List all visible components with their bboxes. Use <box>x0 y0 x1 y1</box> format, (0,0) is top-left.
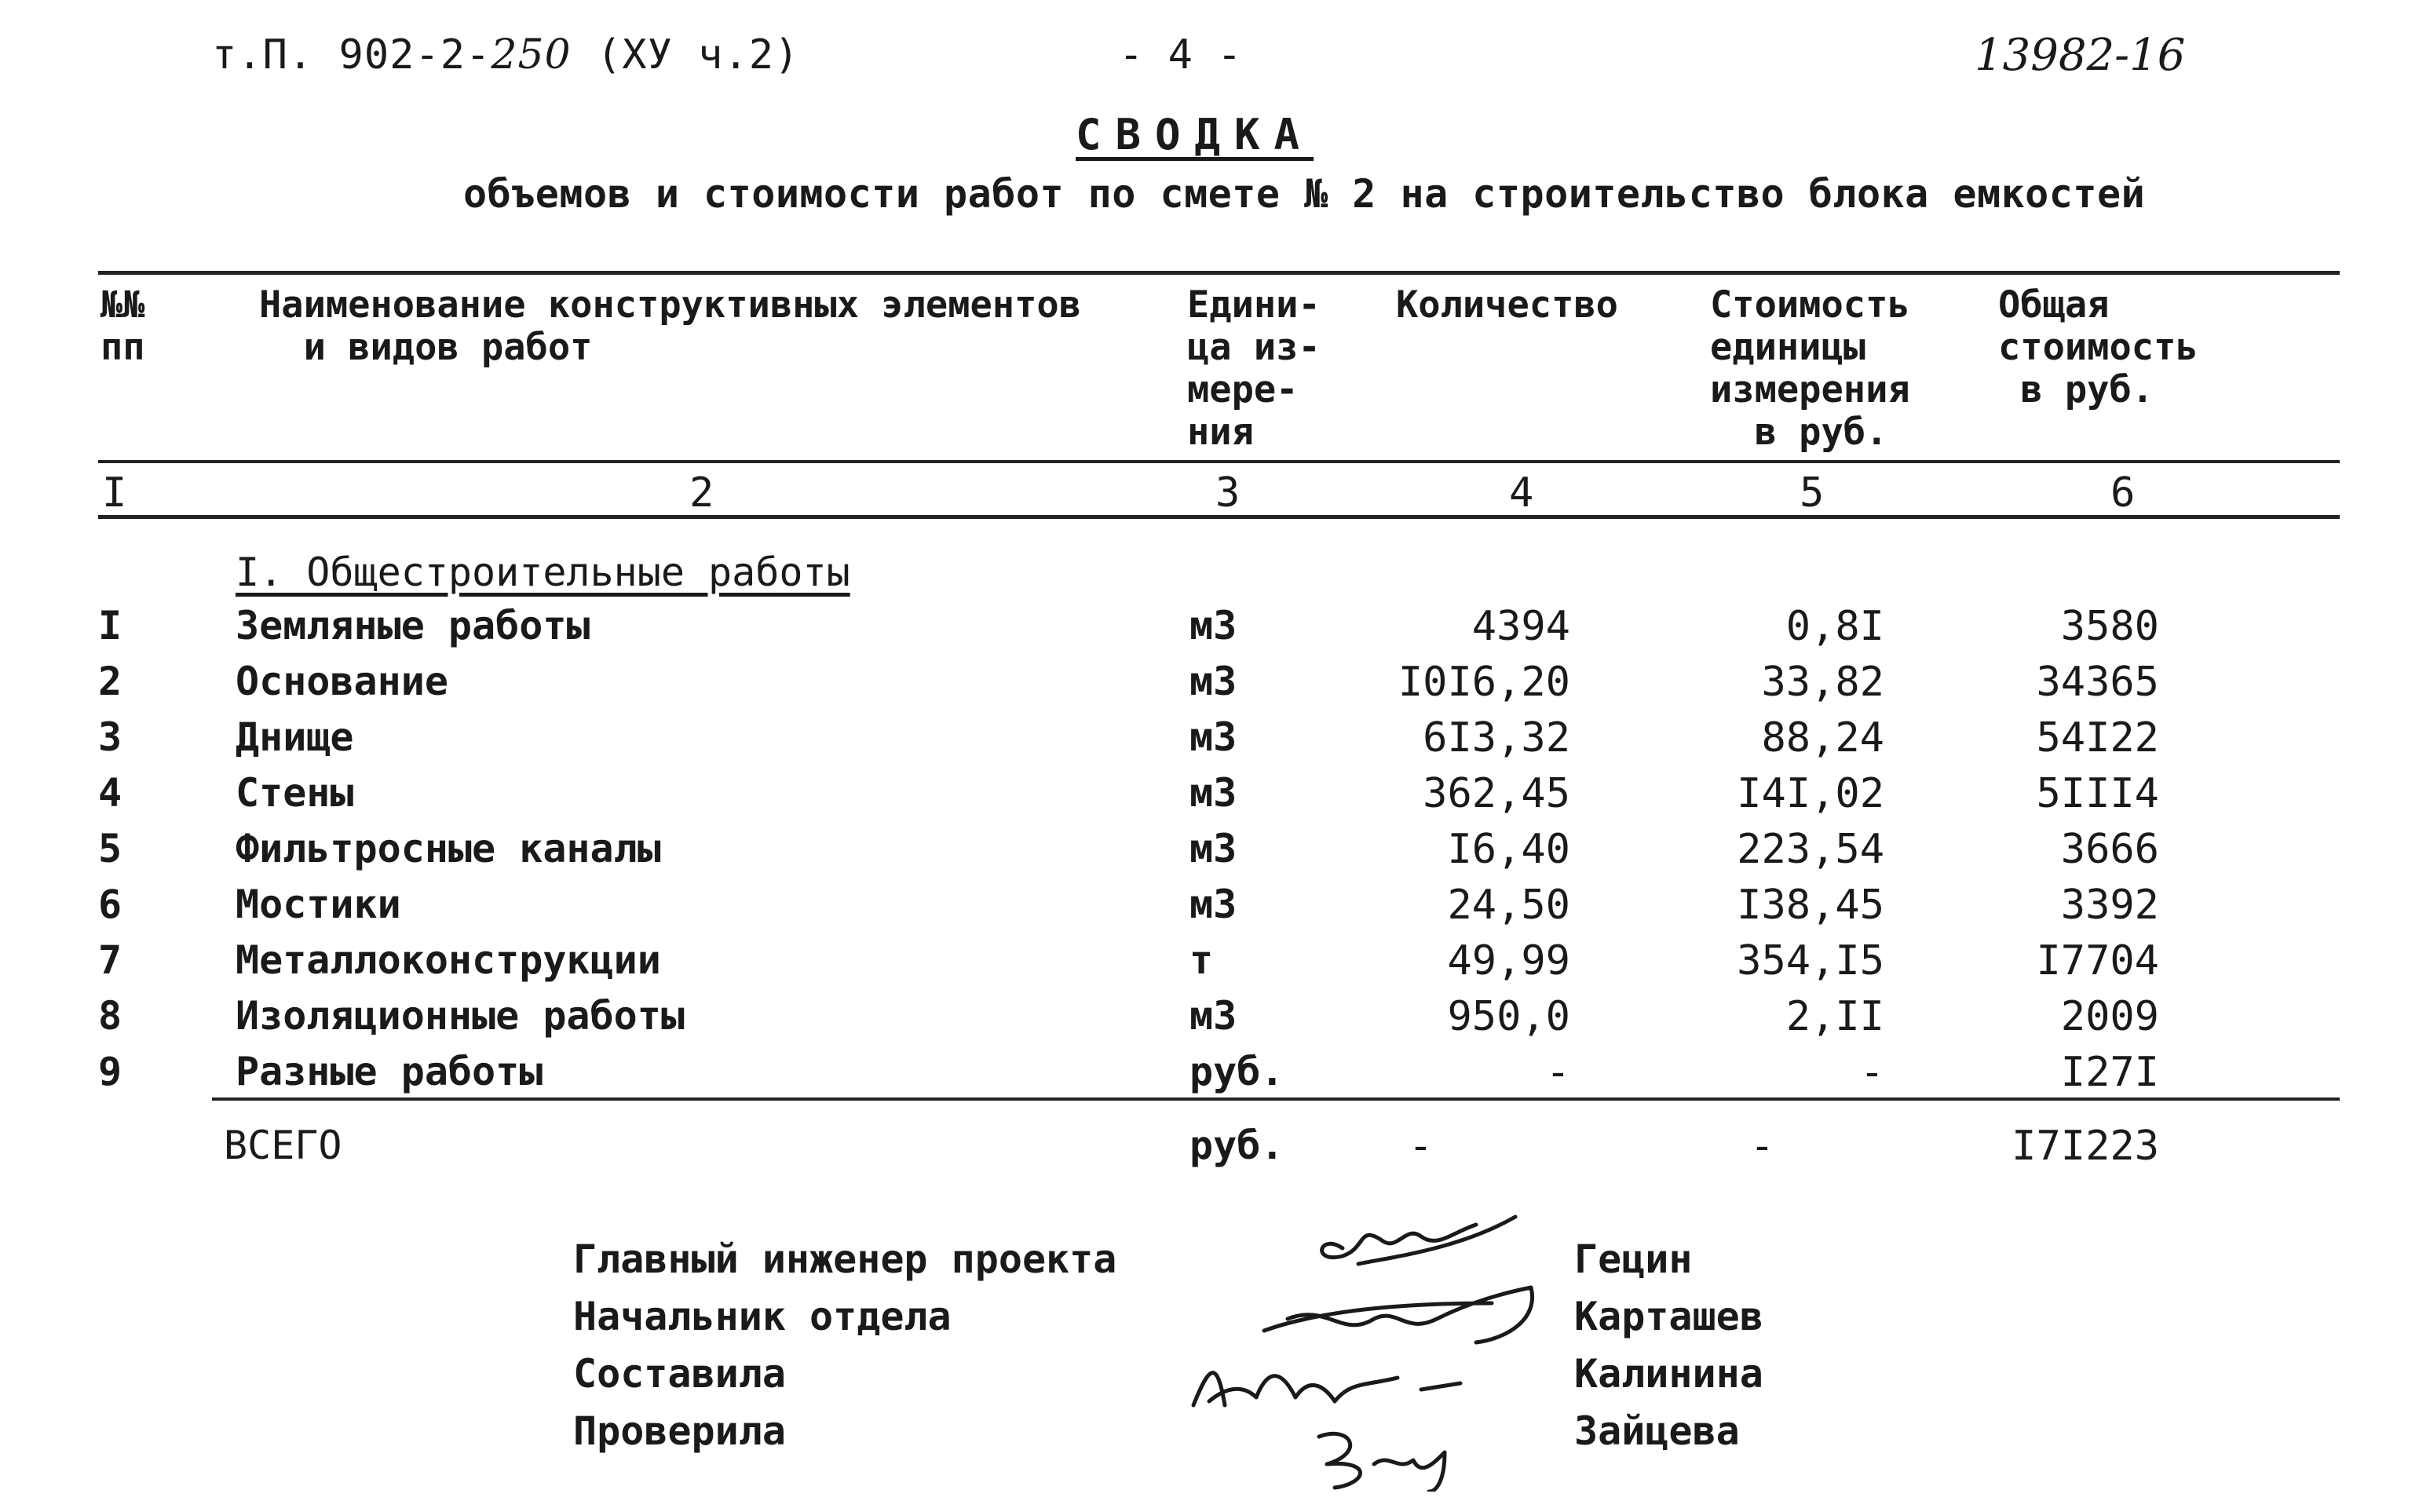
row-name: Стены <box>236 770 354 816</box>
row-unit: м3 <box>1189 770 1237 816</box>
row-unit: м3 <box>1189 714 1237 760</box>
row-name: Металлоконструкции <box>236 937 661 983</box>
signer-name: Калинина <box>1574 1351 1763 1397</box>
row-quantity: 950,0 <box>1447 993 1570 1040</box>
row-number: I <box>98 603 122 648</box>
row-quantity: 4394 <box>1471 603 1570 650</box>
row-total-cost: I27I <box>2060 1049 2159 1096</box>
column-number: I <box>102 469 127 517</box>
row-name: Днище <box>236 714 354 760</box>
row-total-cost: 3580 <box>2060 603 2159 650</box>
row-total-cost: 3666 <box>2060 826 2159 873</box>
row-total-cost: 2009 <box>2060 993 2159 1040</box>
row-unit: м3 <box>1189 603 1237 648</box>
column-number: 3 <box>1215 469 1241 517</box>
signer-name: Карташев <box>1574 1294 1763 1339</box>
row-name: Земляные работы <box>236 603 590 648</box>
row-number: 8 <box>98 993 122 1039</box>
row-number: 5 <box>98 826 122 871</box>
row-unit: м3 <box>1189 826 1237 871</box>
signature-2 <box>1264 1287 1533 1342</box>
row-quantity: 49,99 <box>1447 937 1570 984</box>
row-unit-cost: I38,45 <box>1737 882 1884 929</box>
row-number: 4 <box>98 770 122 816</box>
row-name: Изоляционные работы <box>236 993 685 1039</box>
signer-role: Составила <box>573 1351 786 1397</box>
row-number: 2 <box>98 659 122 704</box>
total-label: ВСЕГО <box>224 1123 342 1168</box>
row-number: 3 <box>98 714 122 760</box>
row-quantity: 362,45 <box>1423 770 1570 817</box>
reference-suffix: (ХУ ч.2) <box>596 31 800 79</box>
row-name: Основание <box>236 659 448 704</box>
table-top-rule <box>98 271 2340 275</box>
signer-role: Начальник отдела <box>573 1294 952 1339</box>
row-unit-cost: 223,54 <box>1737 826 1884 873</box>
document-title: СВОДКА <box>1076 110 1314 159</box>
column-number: 4 <box>1509 469 1534 517</box>
signer-role: Проверила <box>573 1408 786 1454</box>
row-name: Фильтросные каналы <box>236 826 661 871</box>
row-total-cost: I7704 <box>2036 937 2159 984</box>
row-unit: руб. <box>1189 1049 1284 1094</box>
row-number: 6 <box>98 882 122 927</box>
total-quantity: - <box>1408 1123 1433 1170</box>
row-unit-cost: I4I,02 <box>1737 770 1884 817</box>
column-header-name: Наименование конструктивных элементов и видов работ <box>259 283 1081 369</box>
column-number: 5 <box>1800 469 1825 517</box>
signature-3 <box>1193 1373 1460 1405</box>
column-number: 6 <box>2110 469 2136 517</box>
row-unit: м3 <box>1189 882 1237 927</box>
row-unit: м3 <box>1189 993 1237 1039</box>
column-header-quantity: Количество <box>1396 283 1618 327</box>
row-quantity: I6,40 <box>1447 826 1570 873</box>
row-unit-cost: - <box>1859 1049 1884 1096</box>
column-header-unit-cost: Стоимость единицы измерения в руб. <box>1710 283 1910 454</box>
row-unit: т <box>1189 937 1214 983</box>
signature-4 <box>1319 1433 1445 1492</box>
header-bottom-rule <box>98 460 2340 463</box>
row-quantity: - <box>1545 1049 1570 1096</box>
column-header-no: №№ пп <box>100 283 145 369</box>
signer-name: Гецин <box>1574 1236 1693 1282</box>
row-name: Разные работы <box>236 1049 543 1094</box>
grand-total-cost: I7I223 <box>2012 1123 2159 1170</box>
document-number: 13982-16 <box>1975 30 2186 81</box>
row-quantity: 6I3,32 <box>1423 714 1570 761</box>
row-unit-cost: 0,8I <box>1785 603 1884 650</box>
row-total-cost: 34365 <box>2036 659 2159 706</box>
reference-prefix: т.П. 902-2- <box>212 31 491 79</box>
row-total-cost: 5III4 <box>2036 770 2159 817</box>
row-total-cost: 3392 <box>2060 882 2159 929</box>
signature-1 <box>1322 1217 1515 1264</box>
subtotal-rule <box>212 1097 2340 1101</box>
page-number: - 4 - <box>1119 31 1242 79</box>
signer-name: Зайцева <box>1574 1408 1740 1454</box>
signer-role: Главный инженер проекта <box>573 1236 1117 1282</box>
row-total-cost: 54I22 <box>2036 714 2159 761</box>
row-unit-cost: 354,I5 <box>1737 937 1884 984</box>
document-subtitle: объемов и стоимости работ по смете № 2 на строительство блока емкостей <box>463 171 2146 217</box>
row-number: 7 <box>98 937 122 983</box>
row-unit-cost: 88,24 <box>1761 714 1884 761</box>
row-unit-cost: 33,82 <box>1761 659 1884 706</box>
row-quantity: 24,50 <box>1447 882 1570 929</box>
handwritten-signatures <box>1162 1201 1570 1492</box>
column-number: 2 <box>689 469 714 517</box>
row-unit: м3 <box>1189 659 1237 704</box>
row-unit-cost: 2,II <box>1785 993 1884 1040</box>
reference-handwritten-number: 250 <box>491 31 572 79</box>
row-name: Мостики <box>236 882 401 927</box>
column-header-unit: Едини- ца из- мере- ния <box>1187 283 1321 454</box>
column-header-total-cost: Общая стоимость в руб. <box>1998 283 2198 411</box>
section-title: I. Общестроительные работы <box>236 550 850 595</box>
document-reference <box>212 31 799 79</box>
row-quantity: I0I6,20 <box>1398 659 1570 706</box>
total-unit: руб. <box>1189 1123 1284 1168</box>
row-number: 9 <box>98 1049 122 1094</box>
total-unit-cost: - <box>1749 1123 1774 1170</box>
